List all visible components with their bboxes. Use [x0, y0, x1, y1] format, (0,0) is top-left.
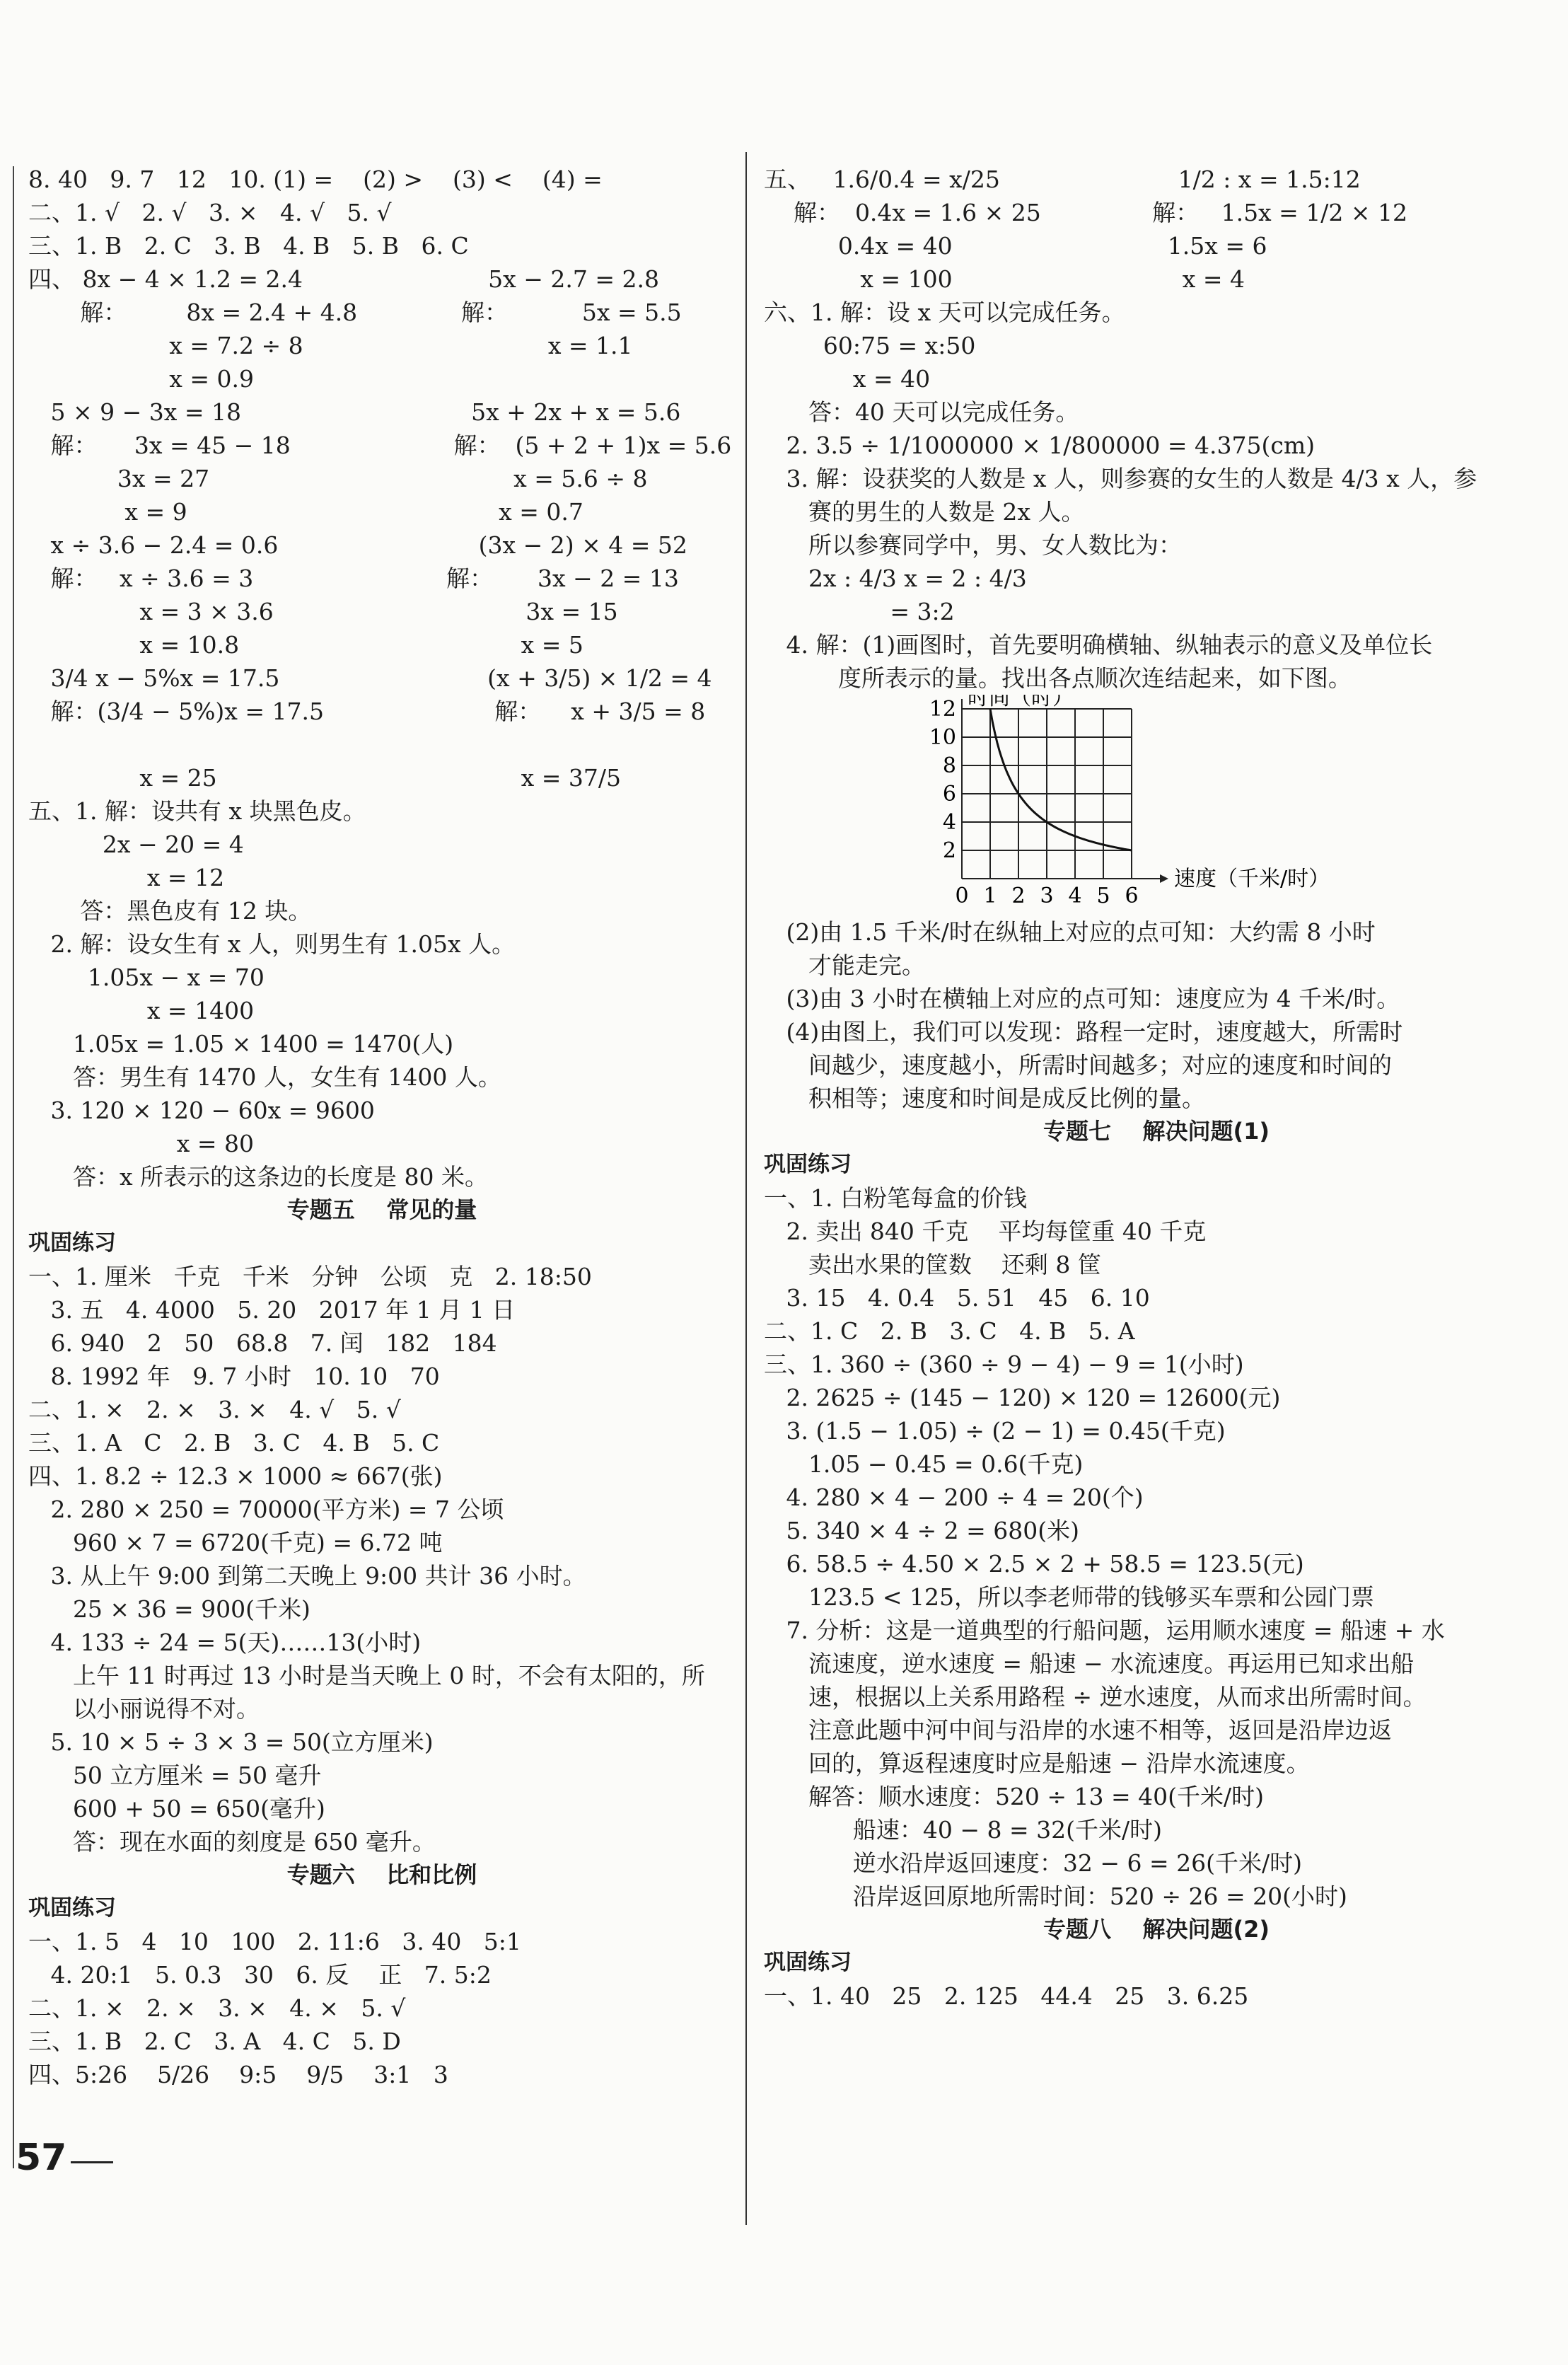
answer-line: 二、1. × 2. × 3. × 4. × 5. √ — [28, 1994, 406, 2022]
answer-line: 船速：40 − 8 = 32(千米/时) — [764, 1816, 1162, 1844]
x-axis-label: 速度（千米/时） — [1174, 867, 1330, 891]
section-6-answers — [28, 1925, 736, 2091]
y-tick-label: 12 — [929, 697, 956, 722]
answer-line: (4)由图上，我们可以发现：路程一定时，速度越大，所需时 — [764, 1018, 1403, 1046]
y-tick-label: 6 — [942, 782, 956, 806]
answer-line: 一、1. 白粉笔每盒的价钱 — [764, 1184, 1027, 1212]
section-7-answers — [764, 1181, 1549, 1913]
answer-line: 二、1. × 2. × 3. × 4. √ 5. √ — [28, 1396, 401, 1423]
y-tick-label: 8 — [942, 753, 956, 778]
answer-line: 50 立方厘米 = 50 毫升 — [28, 1762, 322, 1789]
answer-line: 2. 解：设女生有 x 人，则男生有 1.05x 人。 — [28, 930, 516, 958]
section-8-title: 专题八 解决问题(2) — [1043, 1916, 1270, 1943]
inverse-curve — [990, 709, 1132, 850]
answer-line: 解：(3/4 − 5%)x = 17.5 解： x + 3/5 = 8 — [28, 698, 706, 725]
answer-line: 沿岸返回原地所需时间：520 ÷ 26 = 20(小时) — [764, 1883, 1347, 1910]
answer-line: 三、1. B 2. C 3. A 4. C 5. D — [28, 2028, 401, 2055]
x-tick-label: 5 — [1096, 884, 1110, 907]
answer-line: 2. 280 × 250 = 70000(平方米) = 7 公顷 — [28, 1496, 504, 1523]
answer-line: 一、1. 5 4 10 100 2. 11:6 3. 40 5:1 — [28, 1928, 521, 1955]
answer-line: 3. 120 × 120 − 60x = 9600 — [28, 1097, 375, 1124]
answer-line: (2)由 1.5 千米/时在纵轴上对应的点可知：大约需 8 小时 — [764, 918, 1376, 946]
answer-line: 3x = 27 x = 5.6 ÷ 8 — [28, 465, 648, 492]
y-axis-label: 时间（时） — [968, 695, 1074, 710]
x-tick-label: 6 — [1125, 884, 1139, 907]
answer-line: 三、1. 360 ÷ (360 ÷ 9 − 4) − 9 = 1(小时) — [764, 1351, 1244, 1378]
answer-line — [28, 728, 736, 761]
answer-line: 回的，算返程速度时应是船速 − 沿岸水流速度。 — [764, 1750, 1310, 1777]
answer-line: 8. 1992 年 9. 7 小时 10. 10 70 — [28, 1363, 440, 1390]
answer-line: 赛的男生的人数是 2x 人。 — [764, 498, 1085, 526]
answer-line: 123.5 < 125，所以李老师带的钱够买车票和公园门票 — [764, 1583, 1375, 1611]
answer-line: x = 40 — [764, 365, 931, 393]
x-tick-label: 2 — [1011, 884, 1026, 907]
answer-line: 4. 280 × 4 − 200 ÷ 4 = 20(个) — [764, 1484, 1144, 1511]
answer-line: x = 80 — [28, 1130, 255, 1157]
chart-analysis — [764, 915, 1549, 1115]
section-7-title: 专题七 解决问题(1) — [1043, 1118, 1270, 1145]
answer-line: 二、1. C 2. B 3. C 4. B 5. A — [764, 1317, 1135, 1345]
answer-line: 4. 133 ÷ 24 = 5(天)……13(小时) — [28, 1629, 422, 1656]
answer-line: = 3:2 — [764, 598, 955, 625]
answer-line: 5 × 9 − 3x = 18 5x + 2x + x = 5.6 — [28, 398, 681, 426]
answer-line: 6. 940 2 50 68.8 7. 闰 182 184 — [28, 1329, 497, 1357]
answer-line: 960 × 7 = 6720(千克) = 6.72 吨 — [28, 1529, 443, 1556]
answer-line: 7. 分析：这是一道典型的行船问题，运用顺水速度 = 船速 + 水 — [764, 1617, 1445, 1644]
y-tick-label: 10 — [929, 725, 956, 750]
answer-line: 以小丽说得不对。 — [28, 1695, 260, 1723]
answer-line: 五、1. 解：设共有 x 块黑色皮。 — [28, 797, 366, 825]
answer-line: 间越少，速度越小，所需时间越多；对应的速度和时间的 — [764, 1051, 1392, 1079]
answer-line: 答：现在水面的刻度是 650 毫升。 — [28, 1828, 436, 1856]
answer-line: 答：黑色皮有 12 块。 — [28, 897, 312, 925]
answer-line: x = 25 x = 37/5 — [28, 764, 622, 792]
answer-line: x = 3 × 3.6 3x = 15 — [28, 598, 618, 625]
left-column — [28, 163, 736, 2202]
answer-line: 3. 解：设获奖的人数是 x 人，则参赛的女生的人数是 4/3 x 人，参 — [764, 465, 1477, 492]
answer-line: 8. 40 9. 7 12 10. (1) = (2) > (3) < (4) = — [28, 166, 603, 193]
answer-line: (3)由 3 小时在横轴上对应的点可知：速度应为 4 千米/时。 — [764, 985, 1400, 1012]
answer-line: 解： x ÷ 3.6 = 3 解： 3x − 2 = 13 — [28, 565, 679, 592]
answer-line: 解： 3x = 45 − 18 解： (5 + 2 + 1)x = 5.6 — [28, 432, 732, 459]
answer-line: 2x : 4/3 x = 2 : 4/3 — [764, 565, 1027, 592]
answer-line: x = 7.2 ÷ 8 x = 1.1 — [28, 332, 633, 359]
answer-line: 答：40 天可以完成任务。 — [764, 398, 1079, 426]
answer-line: 才能走完。 — [764, 952, 925, 979]
x-axis-arrowhead — [1160, 874, 1168, 883]
answer-line: x = 10.8 x = 5 — [28, 631, 583, 659]
answer-line: 2. 2625 ÷ (145 − 120) × 120 = 12600(元) — [764, 1384, 1281, 1411]
answer-line: 5. 340 × 4 ÷ 2 = 680(米) — [764, 1517, 1080, 1544]
answer-line: 1.05x − x = 70 — [28, 964, 265, 991]
answer-line: 5. 10 × 5 ÷ 3 × 3 = 50(立方厘米) — [28, 1728, 434, 1756]
answer-line: 解： 8x = 2.4 + 4.8 解： 5x = 5.5 — [28, 299, 682, 326]
speed-time-chart — [870, 695, 1450, 907]
section-5-title: 专题五 常见的量 — [286, 1196, 477, 1223]
answer-line: 600 + 50 = 650(毫升) — [28, 1795, 325, 1822]
answer-line: 答：男生有 1470 人，女生有 1400 人。 — [28, 1063, 501, 1091]
page-number: 57 — [16, 2136, 67, 2179]
answer-line: 1.05 − 0.45 = 0.6(千克) — [764, 1450, 1084, 1478]
answer-line: 一、1. 厘米 千克 千米 分钟 公顷 克 2. 18:50 — [28, 1263, 592, 1290]
answer-line: 解： 0.4x = 1.6 × 25 解： 1.5x = 1/2 × 12 — [764, 199, 1408, 226]
answer-line: 解答：顺水速度：520 ÷ 13 = 40(千米/时) — [764, 1783, 1265, 1810]
answer-line: 2. 3.5 ÷ 1/1000000 × 1/800000 = 4.375(cm) — [764, 432, 1315, 459]
answer-line: x = 0.9 — [28, 365, 255, 393]
answer-line: 4. 解：(1)画图时，首先要明确横轴、纵轴表示的意义及单位长 — [764, 631, 1433, 659]
answer-line: 2x − 20 = 4 — [28, 831, 244, 858]
answer-line: 逆水沿岸返回速度：32 − 6 = 26(千米/时) — [764, 1849, 1302, 1877]
answer-line: x = 100 x = 4 — [764, 265, 1245, 293]
answer-line: 6. 58.5 ÷ 4.50 × 2.5 × 2 + 58.5 = 123.5(元) — [764, 1550, 1304, 1578]
answer-line: 答：x 所表示的这条边的长度是 80 米。 — [28, 1163, 489, 1191]
practice-heading-5: 巩固练习 — [28, 1230, 116, 1256]
answer-line: 五、 1.6/0.4 = x/25 1/2 : x = 1.5:12 — [764, 166, 1361, 193]
answer-line: 上午 11 时再过 13 小时是当天晚上 0 时，不会有太阳的，所 — [28, 1662, 705, 1689]
answer-line: x = 1400 — [28, 997, 255, 1024]
answer-line: 积相等；速度和时间是成反比例的量。 — [764, 1085, 1205, 1112]
answer-line: 0.4x = 40 1.5x = 6 — [764, 232, 1267, 260]
answer-line: 3. 从上午 9:00 到第二天晚上 9:00 共计 36 小时。 — [28, 1562, 586, 1590]
right-column — [764, 163, 1549, 2202]
section-5-answers — [28, 1260, 736, 1858]
section-8-answers — [764, 1979, 1549, 2013]
y-tick-label: 4 — [942, 810, 956, 835]
answer-line: 3. 五 4. 4000 5. 20 2017 年 1 月 1 日 — [28, 1296, 516, 1324]
section-6-title: 专题六 比和比例 — [286, 1861, 477, 1888]
right-answers-block — [764, 163, 1549, 695]
x-tick-label: 3 — [1040, 884, 1054, 907]
page-number-dash — [71, 2161, 113, 2163]
answer-line: 二、1. √ 2. √ 3. × 4. √ 5. √ — [28, 199, 392, 226]
answer-line: 25 × 36 = 900(千米) — [28, 1595, 310, 1623]
answer-line: 流速度，逆水速度 = 船速 − 水流速度。再运用已知求出船 — [764, 1650, 1415, 1677]
left-answers-block — [28, 163, 736, 1193]
answer-line: 3. 15 4. 0.4 5. 51 45 6. 10 — [764, 1284, 1150, 1312]
answer-line: 一、1. 40 25 2. 125 44.4 25 3. 6.25 — [764, 1982, 1249, 2010]
answer-line: x = 9 x = 0.7 — [28, 498, 583, 526]
x-tick-label: 1 — [983, 884, 997, 907]
practice-heading-8: 巩固练习 — [764, 1950, 852, 1975]
answer-line: 注意此题中河中间与沿岸的水速不相等，返回是沿岸边返 — [764, 1716, 1392, 1744]
x-tick-label: 4 — [1068, 884, 1082, 907]
practice-heading-6: 巩固练习 — [28, 1895, 116, 1921]
answer-line: 速，根据以上关系用路程 ÷ 逆水速度，从而求出所需时间。 — [764, 1683, 1427, 1711]
answer-line: 卖出水果的筐数 还剩 8 筐 — [764, 1251, 1101, 1278]
answer-line: 所以参赛同学中，男、女人数比为： — [764, 531, 1182, 559]
practice-heading-7: 巩固练习 — [764, 1152, 852, 1177]
answer-line: 度所表示的量。找出各点顺次连结起来，如下图。 — [764, 664, 1352, 692]
answer-line: 4. 20:1 5. 0.3 30 6. 反 正 7. 5:2 — [28, 1961, 492, 1989]
left-margin-rule — [13, 166, 14, 2168]
answer-line: 1.05x = 1.05 × 1400 = 1470(人) — [28, 1030, 454, 1058]
answer-line: 六、1. 解：设 x 天可以完成任务。 — [764, 299, 1125, 326]
answer-line: 2. 卖出 840 千克 平均每筐重 40 千克 — [764, 1218, 1207, 1245]
answer-line: 四、5:26 5/26 9:5 9/5 3:1 3 — [28, 2061, 448, 2088]
x-tick-label: 0 — [955, 884, 969, 907]
column-divider — [745, 152, 747, 2225]
answer-line: 三、1. B 2. C 3. B 4. B 5. B 6. C — [28, 232, 469, 260]
answer-line: x = 12 — [28, 864, 225, 891]
answer-line: 3/4 x − 5%x = 17.5 (x + 3/5) × 1/2 = 4 — [28, 664, 712, 692]
answer-line: 四、 8x − 4 × 1.2 = 2.4 5x − 2.7 = 2.8 — [28, 265, 660, 293]
answer-line: 三、1. A C 2. B 3. C 4. B 5. C — [28, 1429, 440, 1457]
y-tick-label: 2 — [942, 838, 956, 863]
answer-line: 3. (1.5 − 1.05) ÷ (2 − 1) = 0.45(千克) — [764, 1417, 1226, 1445]
answer-line: x ÷ 3.6 − 2.4 = 0.6 (3x − 2) × 4 = 52 — [28, 531, 687, 559]
answer-line: 四、1. 8.2 ÷ 12.3 × 1000 ≈ 667(张) — [28, 1462, 443, 1490]
answer-line: 60:75 = x:50 — [764, 332, 976, 359]
